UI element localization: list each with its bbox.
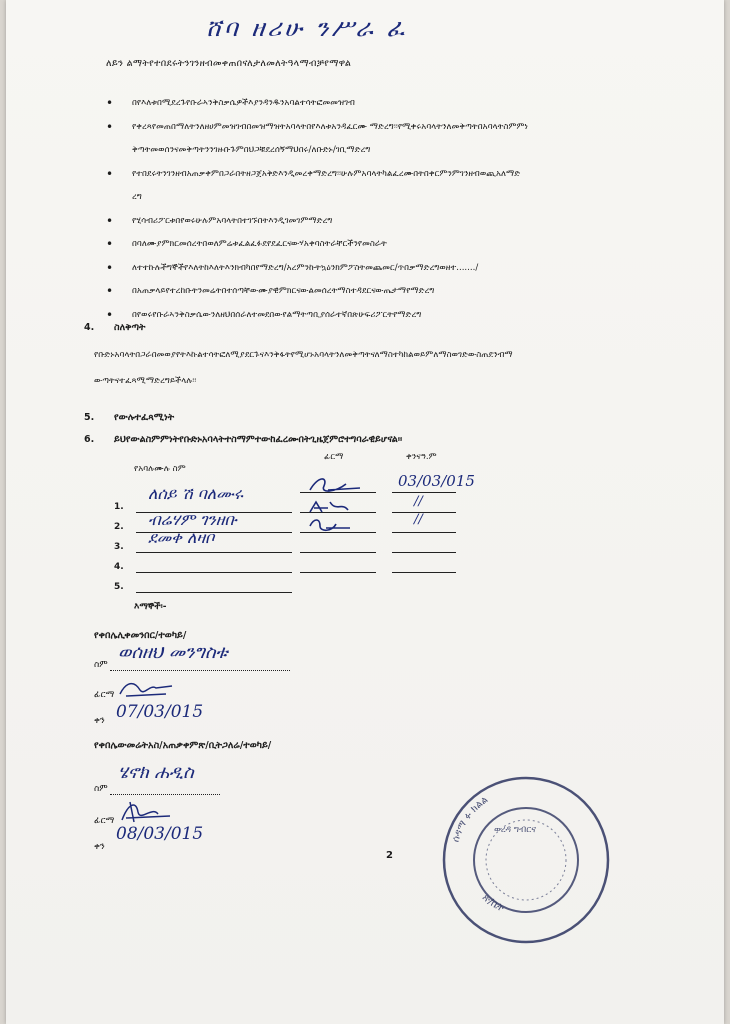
row-number: 5. [114,582,124,592]
row-number: 2. [114,522,124,532]
stamp-text-top: ሰዳማ ፉ ክልል [450,794,491,844]
signatory-name-1: ለሰይ ሽ ባለሙሩ [148,484,243,503]
receiver-1-name: ወሰዘህ መንግስቱ [118,642,228,663]
stamp-text-side: ወረዳ ግብርና [494,825,537,835]
row-number: 3. [114,542,124,552]
receiver-2-sign-label: ፊርማ [94,816,115,826]
signatory-date-3: // [414,512,423,527]
list-item: • የሂሳብሪፖርቱበየወሩሁሉምአባላትበተገኙበትእንዲገመገምማድረግ [106,210,676,234]
list-item: • የቀረጻየመጠበማለትንለዘሀምመዝገብበመዝማዝትአባላትበየእለቱአንዳፈርሙ ማድረግ፡፡የሚቀሩአባላትንለመቅጣትበአባላትስምምነ [106,116,676,140]
signature-line [300,552,376,553]
signature-1 [306,474,366,496]
list-item: • የተበደሩትንገንዘብአጠቃቀምበጋራበትዘጋጀአቅድእንዲመረቀማድረግ፡፡ሁሉምአባላትካልፈረሙበትበቀርምንምገንዘብወጪአለማድ [106,163,676,187]
obligations-list [106,92,676,327]
svg-text:ጽ/ቤት [480,892,506,914]
receiver-2-date-label: ቀን [94,842,105,852]
intro-line: ለይን ልማትየተበደሩትንገንዘብመቀጠበናለታለመለትዓላማብቻየማዋል [106,58,352,69]
receiver-1-name-label: ስም [94,660,108,670]
document-page [6,0,724,1024]
receiver-1-sign-label: ፊርማ [94,690,115,700]
receiver-2-signature [116,796,176,826]
list-item: • በአጠቃላይየተረከቡትንመሬትበተሰጣቸውሙያዊምክርናውልመሰረትማስተዳደርናውጤታማየማድረግ [106,280,676,304]
receiver-2-name-label: ስም [94,784,108,794]
receiver-1-date-label: ቀን [94,716,105,726]
signatory-name-3: ደመቀ ለዛቦ [148,528,215,547]
name-line [136,592,292,593]
receiver-2-name-line [110,794,220,795]
receiver-1-name-line [110,670,290,671]
column-header-date: ቀንናዓ.ም [406,452,437,462]
list-item: • በየእለቱበሚደረጉየቡራኣንቅስቃሴዎችእያንዳንዱንአባልተሳትፎመመዝገብ [106,92,676,116]
list-item: • በባለሙያምክርመሰረትበወለምሬቱፈልፈፉደየደፈርናውሃአቀባስትራቸርችንየመስራት [106,233,676,257]
receiver-1-date: 07/03/015 [116,702,204,722]
stamp-text-bottom: ጽ/ቤት [479,892,506,915]
date-line [392,512,456,513]
section-6-heading: 6. ይህየውልስምምነትየቡድኑአባላትተስማምተውከፈረሙበትጊዜጀምሮተግባራዊይሆናል፡፡ [84,434,403,445]
page-number: 2 [386,850,393,861]
list-item-continuation: ቅጣትመወሰንናመቅጣትንንገዙቡጉምበህጋቹደረሰኝማህበሩ/ለቡድኑ/ገቢማድረግ [132,145,371,155]
list-item: • በየወሩየቡራኣንቅስቃሴውንለዘህበሰራለተመደበውየልማትጣቢያሰራተኛበጽሁፍሪፖርትየማድረግ [106,304,676,328]
handwritten-title: ሸባ ዘሪሁ ንሥራ ፈ [206,14,408,42]
signatory-date-1: 03/03/015 [398,472,475,490]
column-header-signature: ፊርማ [324,452,344,462]
name-line [136,552,292,553]
name-line [136,572,292,573]
official-stamp [436,770,616,950]
section-4-heading: 4. ስለቅጣት [84,322,146,333]
receiver-1-signature [116,676,176,700]
column-header-name: የአባሉሙሉ ስም [134,464,186,474]
signatory-name-2: ብሬሃም ገንዘቡ [148,510,237,529]
receiver-1-title: የቀበሌሊቀመንበር/ተወካይ/ [94,630,187,641]
date-line [392,532,456,533]
date-line [392,552,456,553]
section-4-text: የቡድኑአባላትበጋራበመወያየትእኩልተሳትፎለሚያደርጉናእንቅፋትየሚሆኑአባላትንለመቅጣትናለማስተካከልወይምለማስወገድውስጠደንብማ ውጣትናተፈጻሚማድረግይችላሉ፡፡ [94,350,513,386]
row-number: 1. [114,502,124,512]
signatory-date-2: // [414,494,423,509]
row-number: 4. [114,562,124,572]
list-item: • ለተተኩሉችግኞችየእለትከእለትእንክብካበየማድረግ/አረምንኩትኳዕንክምፖስትመጨመር/ጥበቃማድረግወዘተ......./ [106,257,676,281]
signature-line [300,572,376,573]
list-item-continuation: ረግ [132,192,142,202]
witnesses-label: እማኞች፡- [134,602,167,612]
date-line [392,492,456,493]
receiver-2-title: የቀበሌውመሬትአስ/አጠቃቀምጽ/ቢትጋለሬ/ተወካይ/ [94,740,272,751]
signature-3 [306,516,356,534]
receiver-2-date: 08/03/015 [116,824,204,844]
receiver-2-name: ሄኖክ ሐዲስ [118,762,194,783]
section-5-heading: 5. የውሉተፈጻሚነት [84,412,175,423]
date-line [392,572,456,573]
signature-2 [306,498,356,516]
